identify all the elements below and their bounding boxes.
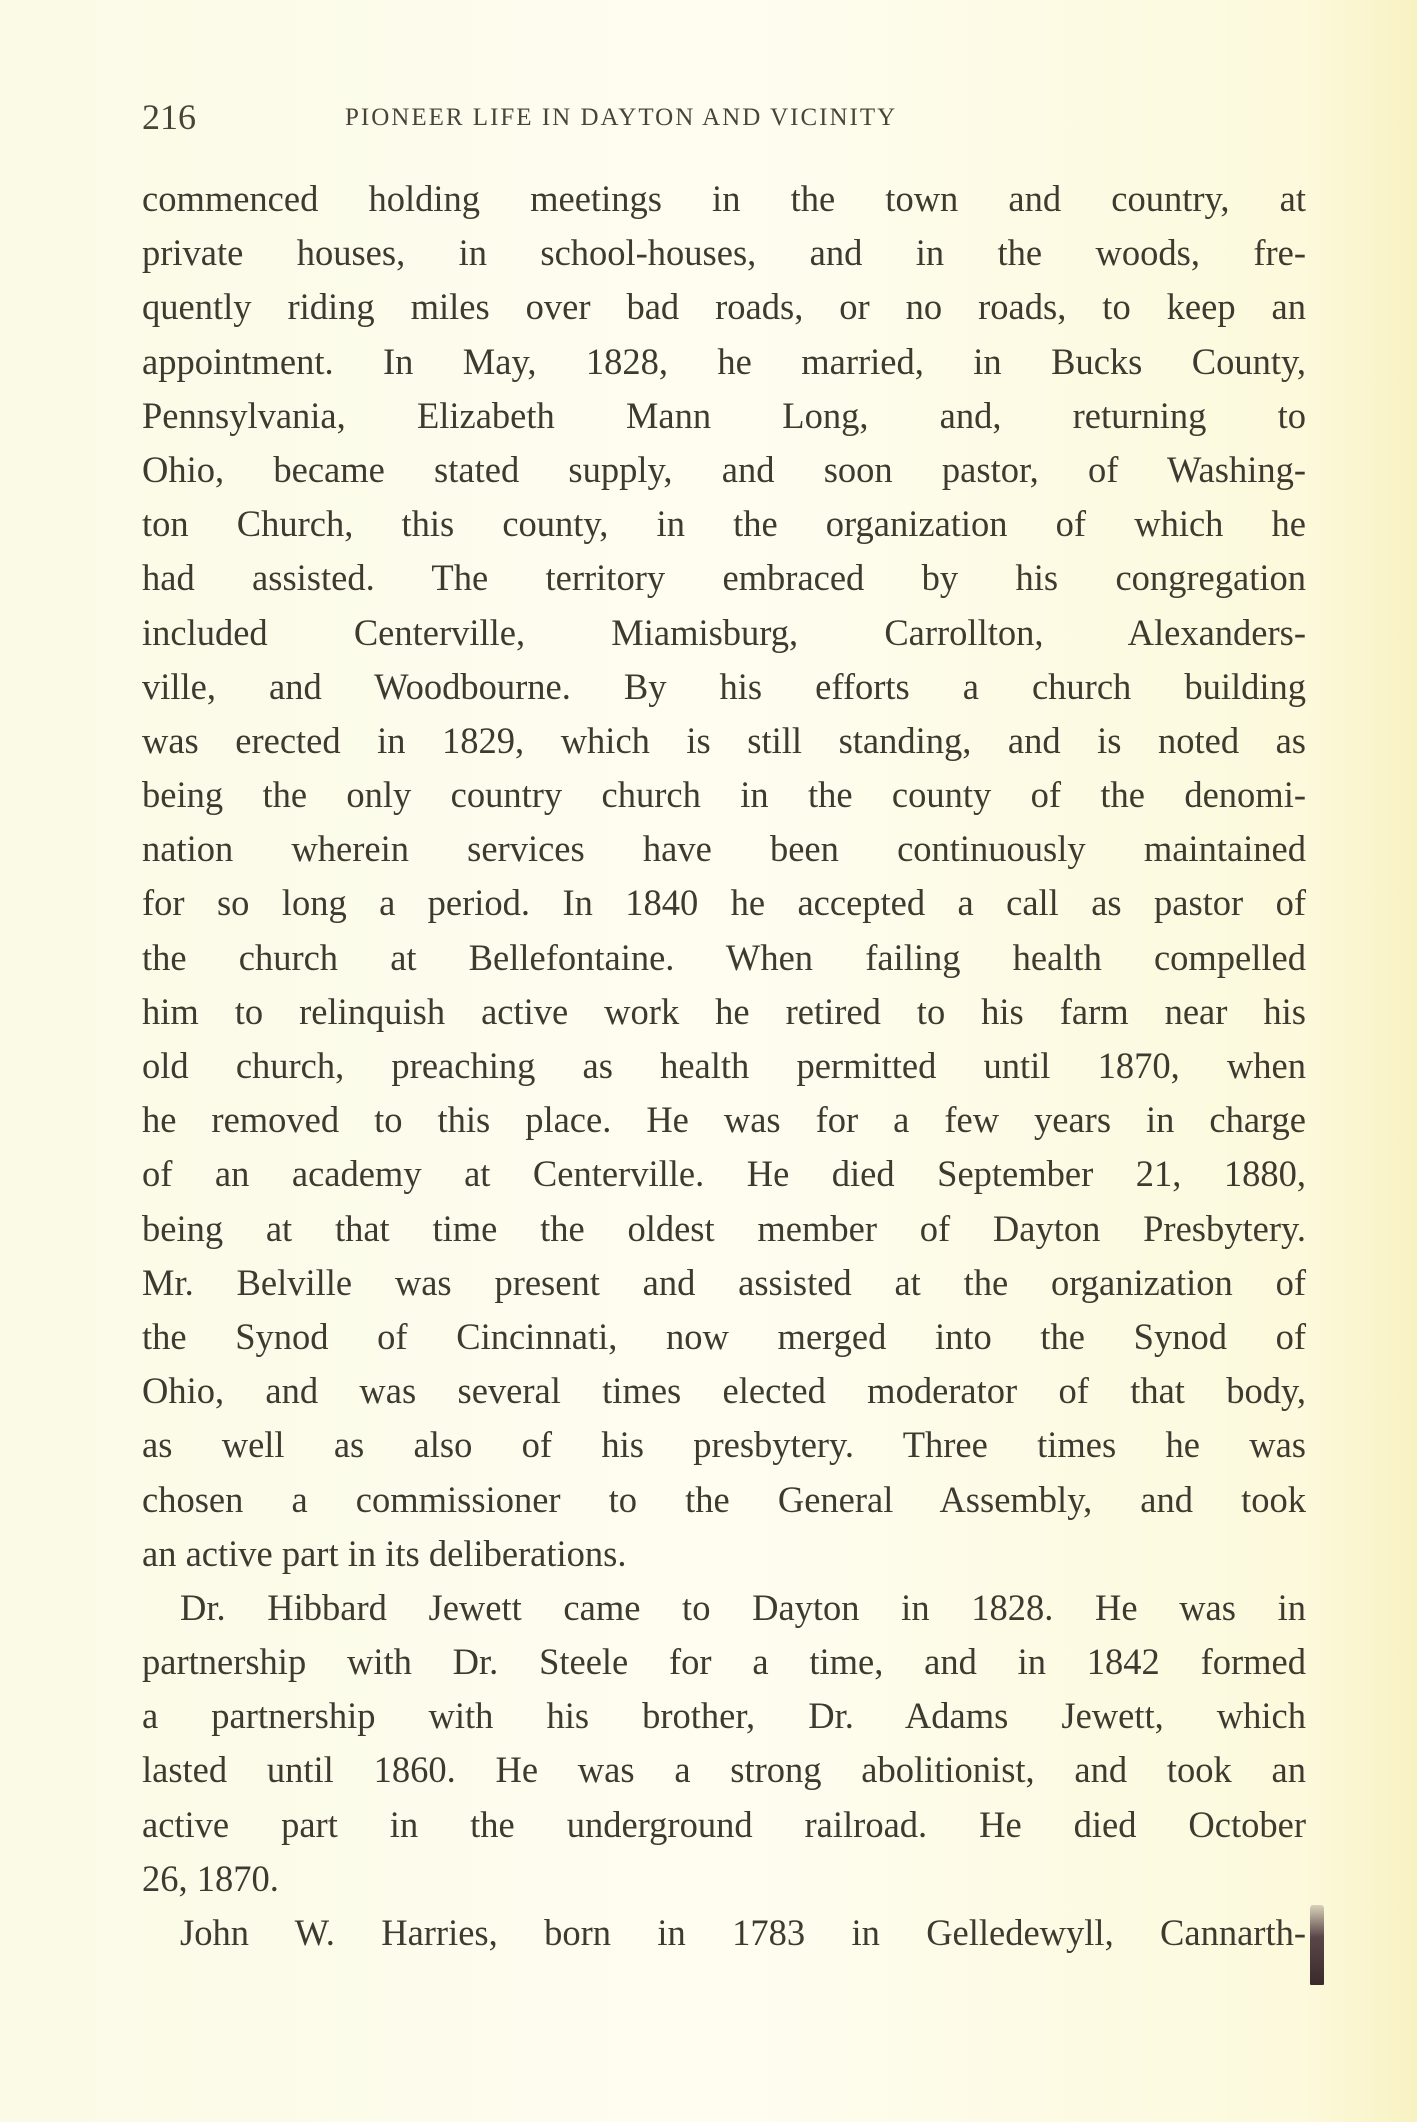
text-line: appointment. In May, 1828, he married, in Bucks County,	[142, 340, 1306, 382]
text-line: as well as also of his presbytery. Three times he was	[142, 1424, 1306, 1466]
text-line: an active part in its deliberations.	[142, 1532, 627, 1574]
text-line: active part in the underground railroad. He died October	[142, 1803, 1306, 1845]
text-line: the church at Bellefontaine. When failing health compelled	[142, 936, 1306, 978]
text-line: quently riding miles over bad roads, or no roads, to keep an	[142, 286, 1306, 328]
text-line: ville, and Woodbourne. By his efforts a church building	[142, 665, 1306, 707]
text-line: ton Church, this county, in the organization of which he	[142, 503, 1306, 545]
running-header	[142, 96, 1142, 140]
text-line: Dr. Hibbard Jewett came to Dayton in 1828. He was in	[180, 1586, 1306, 1628]
text-line: commenced holding meetings in the town and country, at	[142, 178, 1306, 219]
text-line: lasted until 1860. He was a strong abolitionist, and took an	[142, 1749, 1306, 1791]
text-line: had assisted. The territory embraced by his congregation	[142, 557, 1306, 599]
text-line: of an academy at Centerville. He died September 21, 1880,	[142, 1153, 1306, 1195]
body-text	[142, 172, 1306, 1960]
text-line: him to relinquish active work he retired to his farm near his	[142, 990, 1306, 1032]
text-line: John W. Harries, born in 1783 in Gelledewyll, Cannarth-	[180, 1912, 1306, 1953]
text-line: for so long a period. In 1840 he accepted a call as pastor of	[142, 882, 1306, 924]
text-line: Ohio, and was several times elected moderator of that body,	[142, 1370, 1306, 1412]
text-line: a partnership with his brother, Dr. Adams Jewett, which	[142, 1695, 1306, 1737]
text-line: he removed to this place. He was for a few years in charge	[142, 1099, 1306, 1141]
text-line: partnership with Dr. Steele for a time, and in 1842 formed	[142, 1641, 1306, 1683]
page-number: 216	[142, 97, 196, 137]
running-title: PIONEER LIFE IN DAYTON AND VICINITY	[345, 104, 898, 131]
text-line: being the only country church in the county of the denomi-	[142, 774, 1306, 816]
text-line: Pennsylvania, Elizabeth Mann Long, and, returning to	[142, 394, 1306, 436]
text-line: Ohio, became stated supply, and soon pastor, of Washing-	[142, 448, 1306, 490]
text-line: the Synod of Cincinnati, now merged into the Synod of	[142, 1315, 1306, 1357]
text-line: old church, preaching as health permitted until 1870, when	[142, 1045, 1306, 1086]
text-line: being at that time the oldest member of Dayton Presbytery.	[142, 1207, 1306, 1249]
text-line: nation wherein services have been continuously maintained	[142, 828, 1306, 870]
text-line: was erected in 1829, which is still standing, and is noted as	[142, 719, 1306, 761]
text-line: private houses, in school-houses, and in the woods, fre-	[142, 232, 1306, 274]
text-line: chosen a commissioner to the General Assembly, and took	[142, 1478, 1306, 1520]
text-line: 26, 1870.	[142, 1857, 279, 1899]
text-line: included Centerville, Miamisburg, Carrollton, Alexanders-	[142, 611, 1306, 653]
page-edge-mark	[1310, 1905, 1324, 1985]
text-line: Mr. Belville was present and assisted at the organization of	[142, 1261, 1306, 1303]
